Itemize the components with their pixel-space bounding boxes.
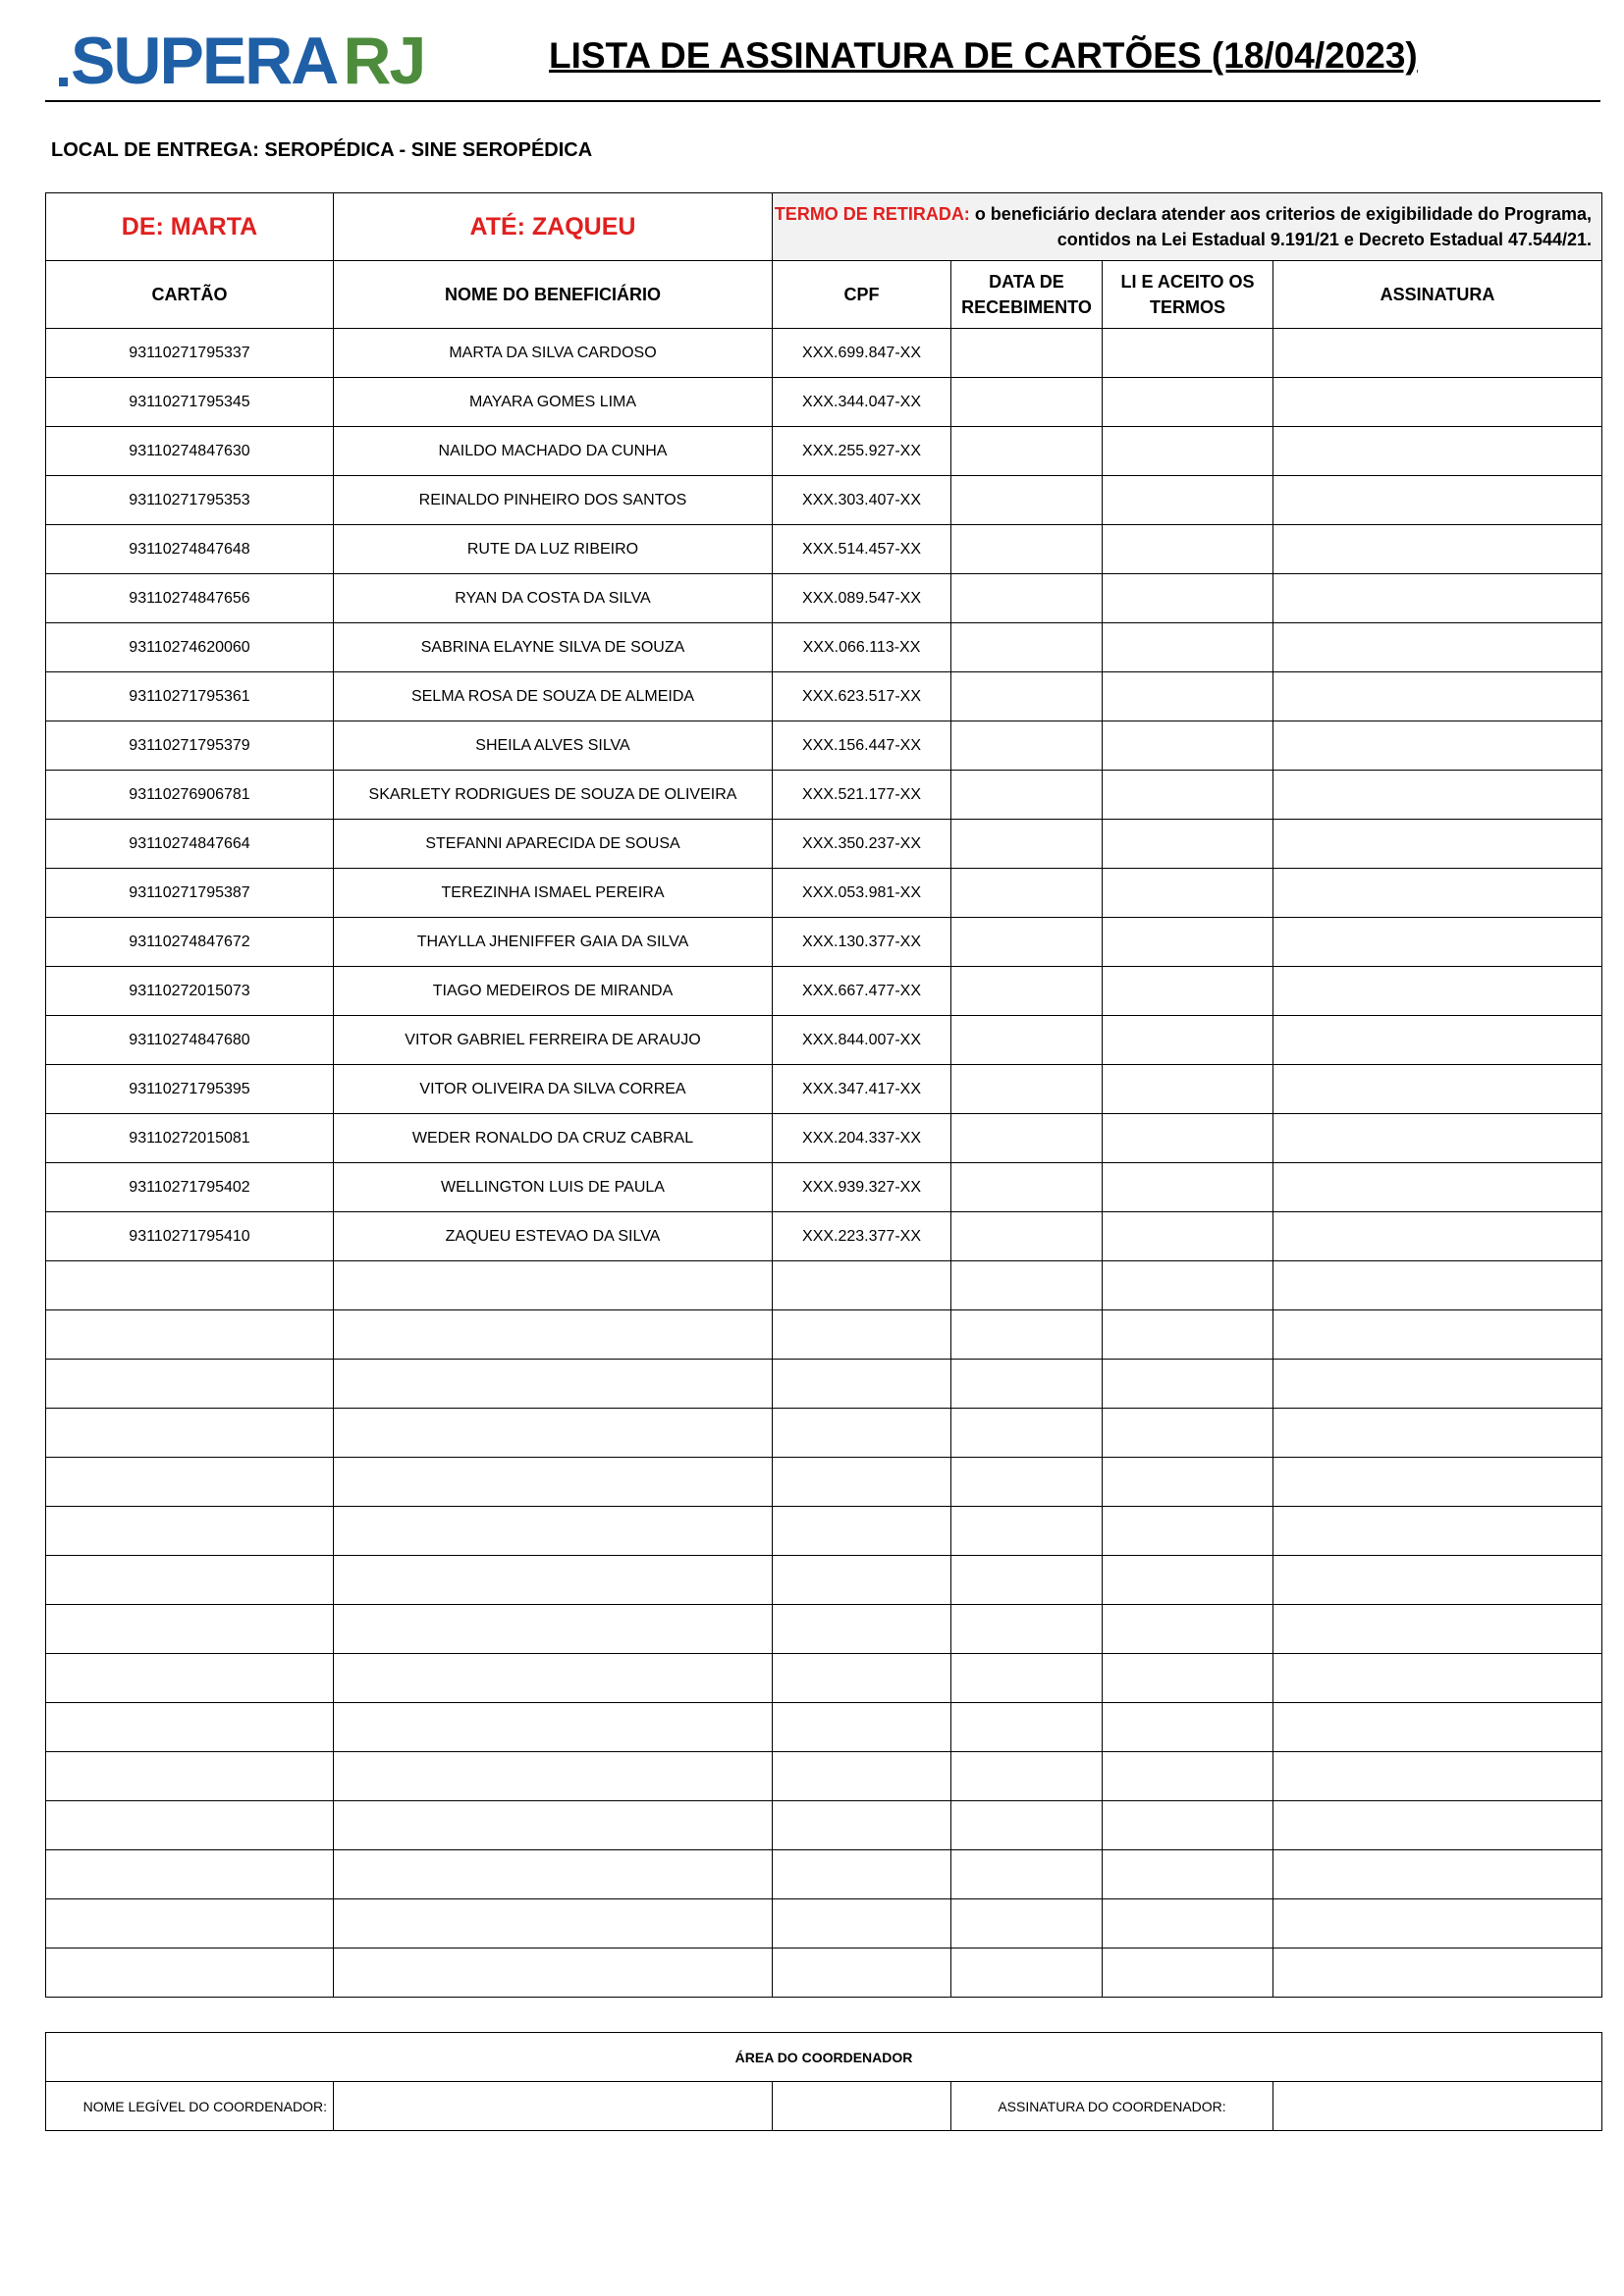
receipt-date-cell[interactable] [951,869,1103,918]
empty-table-row [46,1850,1602,1899]
signature-cell[interactable] [1273,1065,1602,1114]
terms-accepted-cell[interactable] [1103,476,1273,525]
terms-accepted-cell[interactable] [1103,672,1273,721]
beneficiary-name-cell: RUTE DA LUZ RIBEIRO [334,525,773,574]
receipt-date-cell[interactable] [951,1801,1103,1850]
terms-accepted-cell[interactable] [1103,525,1273,574]
beneficiary-name-cell: MARTA DA SILVA CARDOSO [334,329,773,378]
logo-dot [59,78,68,86]
card-number-cell: 93110274847630 [46,427,334,476]
table-row [46,967,1602,1016]
card-number-cell: 93110274847680 [46,1016,334,1065]
delivery-location: LOCAL DE ENTREGA: SEROPÉDICA - SINE SEROPÉDICA [51,139,593,161]
terms-accepted-cell[interactable] [1103,1801,1273,1850]
signature-cell[interactable] [1273,1016,1602,1065]
receipt-date-cell[interactable] [951,1065,1103,1114]
signature-cell[interactable] [1273,1458,1602,1507]
withdrawal-terms [773,193,1602,261]
table-row [46,574,1602,623]
terms-accepted-cell[interactable] [1103,1212,1273,1261]
signature-cell[interactable] [1273,1654,1602,1703]
card-number-cell[interactable] [46,1556,334,1605]
receipt-date-cell[interactable] [951,918,1103,967]
cpf-cell: XXX.514.457-XX [773,525,951,574]
card-number-cell: 93110274847672 [46,918,334,967]
column-header-li-line1: LI E ACEITO OS [1120,272,1255,292]
receipt-date-cell[interactable] [951,1212,1103,1261]
signature-cell[interactable] [1273,967,1602,1016]
receipt-date-cell[interactable] [951,1899,1103,1949]
coordinator-area-title: ÁREA DO COORDENADOR [46,2033,1602,2082]
table-row [46,869,1602,918]
empty-table-row [46,1605,1602,1654]
signature-cell[interactable] [1273,1507,1602,1556]
signature-cell[interactable] [1273,525,1602,574]
cpf-cell[interactable] [773,1310,951,1360]
beneficiary-name-cell: TIAGO MEDEIROS DE MIRANDA [334,967,773,1016]
column-header-li-line2: TERMOS [1149,297,1225,317]
card-number-cell: 93110271795337 [46,329,334,378]
beneficiary-name-cell: VITOR GABRIEL FERREIRA DE ARAUJO [334,1016,773,1065]
coordinator-signature-label: ASSINATURA DO COORDENADOR: [951,2082,1273,2131]
column-header-data-line1: DATA DE [989,272,1064,292]
receipt-date-cell[interactable] [951,820,1103,869]
beneficiary-name-cell[interactable] [334,1801,773,1850]
logo-text-rj: RJ [343,24,425,98]
beneficiary-name-cell[interactable] [334,1605,773,1654]
receipt-date-cell[interactable] [951,1360,1103,1409]
card-number-cell[interactable] [46,1752,334,1801]
beneficiary-name-cell[interactable] [334,1752,773,1801]
terms-accepted-cell[interactable] [1103,1556,1273,1605]
card-number-cell[interactable] [46,1360,334,1409]
table-row [46,672,1602,721]
empty-table-row [46,1899,1602,1949]
card-number-cell: 93110272015081 [46,1114,334,1163]
receipt-date-cell[interactable] [951,721,1103,771]
terms-accepted-cell[interactable] [1103,574,1273,623]
cpf-cell[interactable] [773,1899,951,1949]
signature-table [45,192,1602,1998]
table-row [46,1114,1602,1163]
receipt-date-cell[interactable] [951,672,1103,721]
beneficiary-name-cell[interactable] [334,1654,773,1703]
receipt-date-cell[interactable] [951,1163,1103,1212]
coordinator-table [45,2032,1602,2131]
cpf-cell: XXX.844.007-XX [773,1016,951,1065]
empty-table-row [46,1654,1602,1703]
card-number-cell: 93110274847648 [46,525,334,574]
signature-cell[interactable] [1273,476,1602,525]
table-row [46,525,1602,574]
page-header [45,20,1600,102]
receipt-date-cell[interactable] [951,1556,1103,1605]
terms-accepted-cell[interactable] [1103,869,1273,918]
terms-accepted-cell[interactable] [1103,1752,1273,1801]
card-number-cell[interactable] [46,1703,334,1752]
terms-accepted-cell[interactable] [1103,1899,1273,1949]
terms-accepted-cell[interactable] [1103,427,1273,476]
signature-table-body [46,193,1602,1998]
card-number-cell[interactable] [46,1507,334,1556]
terms-accepted-cell[interactable] [1103,623,1273,672]
beneficiary-name-cell[interactable] [334,1556,773,1605]
terms-accepted-cell[interactable] [1103,1016,1273,1065]
signature-cell[interactable] [1273,1163,1602,1212]
beneficiary-name-cell[interactable] [334,1409,773,1458]
cpf-cell[interactable] [773,1507,951,1556]
signature-cell[interactable] [1273,1261,1602,1310]
terms-accepted-cell[interactable] [1103,378,1273,427]
card-number-cell[interactable] [46,1801,334,1850]
beneficiary-name-cell: SELMA ROSA DE SOUZA DE ALMEIDA [334,672,773,721]
cpf-cell: XXX.939.327-XX [773,1163,951,1212]
cpf-cell[interactable] [773,1850,951,1899]
column-header-data-line2: RECEBIMENTO [961,297,1092,317]
coordinator-name-field[interactable] [334,2082,773,2131]
table-row [46,1163,1602,1212]
card-number-cell: 93110272015073 [46,967,334,1016]
beneficiary-name-cell: MAYARA GOMES LIMA [334,378,773,427]
card-number-cell: 93110274847664 [46,820,334,869]
card-number-cell: 93110276906781 [46,771,334,820]
terms-accepted-cell[interactable] [1103,721,1273,771]
terms-accepted-cell[interactable] [1103,1163,1273,1212]
terms-accepted-cell[interactable] [1103,1654,1273,1703]
cpf-cell: XXX.623.517-XX [773,672,951,721]
terms-accepted-cell[interactable] [1103,329,1273,378]
empty-table-row [46,1310,1602,1360]
receipt-date-cell[interactable] [951,1752,1103,1801]
receipt-date-cell[interactable] [951,1409,1103,1458]
page-title: LISTA DE ASSINATURA DE CARTÕES (18/04/2023) [549,35,1418,76]
receipt-date-cell[interactable] [951,1114,1103,1163]
cpf-cell[interactable] [773,1949,951,1998]
withdrawal-terms-text-2: contidos na Lei Estadual 9.191/21 e Decreto Estadual 47.544/21. [1056,230,1593,249]
signature-cell[interactable] [1273,1850,1602,1899]
empty-table-row [46,1507,1602,1556]
signature-cell[interactable] [1273,918,1602,967]
terms-accepted-cell[interactable] [1103,1507,1273,1556]
cpf-cell: XXX.223.377-XX [773,1212,951,1261]
terms-accepted-cell[interactable] [1103,1261,1273,1310]
receipt-date-cell[interactable] [951,476,1103,525]
signature-cell[interactable] [1273,1752,1602,1801]
beneficiary-name-cell[interactable] [334,1507,773,1556]
cpf-cell[interactable] [773,1703,951,1752]
table-row [46,1212,1602,1261]
cpf-cell[interactable] [773,1654,951,1703]
beneficiary-name-cell: WEDER RONALDO DA CRUZ CABRAL [334,1114,773,1163]
signature-cell[interactable] [1273,329,1602,378]
terms-accepted-cell[interactable] [1103,820,1273,869]
card-number-cell[interactable] [46,1899,334,1949]
coordinator-blank-cell [773,2082,951,2131]
receipt-date-cell[interactable] [951,427,1103,476]
cpf-cell: XXX.089.547-XX [773,574,951,623]
card-number-cell: 93110271795395 [46,1065,334,1114]
coordinator-name-label: NOME LEGÍVEL DO COORDENADOR: [46,2082,334,2131]
table-row [46,820,1602,869]
card-number-cell: 93110274847656 [46,574,334,623]
cpf-cell: XXX.699.847-XX [773,329,951,378]
table-row [46,721,1602,771]
card-number-cell: 93110271795410 [46,1212,334,1261]
terms-accepted-cell[interactable] [1103,1065,1273,1114]
card-number-cell: 93110274620060 [46,623,334,672]
receipt-date-cell[interactable] [951,1605,1103,1654]
receipt-date-cell[interactable] [951,329,1103,378]
cpf-cell[interactable] [773,1556,951,1605]
card-number-cell[interactable] [46,1850,334,1899]
card-number-cell: 93110271795402 [46,1163,334,1212]
cpf-cell: XXX.156.447-XX [773,721,951,771]
card-number-cell[interactable] [46,1409,334,1458]
terms-accepted-cell[interactable] [1103,1949,1273,1998]
terms-accepted-cell[interactable] [1103,918,1273,967]
beneficiary-name-cell[interactable] [334,1310,773,1360]
card-number-cell[interactable] [46,1261,334,1310]
cpf-cell: XXX.303.407-XX [773,476,951,525]
terms-accepted-cell[interactable] [1103,967,1273,1016]
signature-cell[interactable] [1273,1409,1602,1458]
table-row [46,476,1602,525]
cpf-cell[interactable] [773,1261,951,1310]
receipt-date-cell[interactable] [951,378,1103,427]
cpf-cell: XXX.347.417-XX [773,1065,951,1114]
terms-accepted-cell[interactable] [1103,1850,1273,1899]
signature-cell[interactable] [1273,1703,1602,1752]
column-header-data [951,261,1103,329]
cpf-cell: XXX.066.113-XX [773,623,951,672]
withdrawal-terms-text-1: o beneficiário declara atender aos criterios de exigibilidade do Programa, [969,204,1593,224]
signature-cell[interactable] [1273,378,1602,427]
beneficiary-name-cell[interactable] [334,1360,773,1409]
beneficiary-name-cell[interactable] [334,1899,773,1949]
column-header-nome: NOME DO BENEFICIÁRIO [334,261,773,329]
signature-cell[interactable] [1273,672,1602,721]
signature-cell[interactable] [1273,1899,1602,1949]
beneficiary-name-cell: ZAQUEU ESTEVAO DA SILVA [334,1212,773,1261]
card-number-cell: 93110271795345 [46,378,334,427]
signature-cell[interactable] [1273,1212,1602,1261]
beneficiary-name-cell: TEREZINHA ISMAEL PEREIRA [334,869,773,918]
card-number-cell: 93110271795361 [46,672,334,721]
empty-table-row [46,1458,1602,1507]
cpf-cell: XXX.204.337-XX [773,1114,951,1163]
beneficiary-name-cell: SABRINA ELAYNE SILVA DE SOUZA [334,623,773,672]
terms-accepted-cell[interactable] [1103,1605,1273,1654]
empty-table-row [46,1261,1602,1310]
cpf-cell: XXX.344.047-XX [773,378,951,427]
beneficiary-name-cell: VITOR OLIVEIRA DA SILVA CORREA [334,1065,773,1114]
signature-cell[interactable] [1273,771,1602,820]
logo-text-supera: SUPERA [71,24,338,98]
coordinator-fields-row [46,2082,1602,2131]
beneficiary-name-cell: REINALDO PINHEIRO DOS SANTOS [334,476,773,525]
signature-cell[interactable] [1273,820,1602,869]
empty-table-row [46,1752,1602,1801]
range-row [46,193,1602,261]
receipt-date-cell[interactable] [951,1310,1103,1360]
beneficiary-name-cell[interactable] [334,1458,773,1507]
cpf-cell: XXX.255.927-XX [773,427,951,476]
receipt-date-cell[interactable] [951,1703,1103,1752]
cpf-cell[interactable] [773,1409,951,1458]
beneficiary-name-cell: STEFANNI APARECIDA DE SOUSA [334,820,773,869]
card-number-cell[interactable] [46,1949,334,1998]
receipt-date-cell[interactable] [951,525,1103,574]
terms-accepted-cell[interactable] [1103,1310,1273,1360]
receipt-date-cell[interactable] [951,1850,1103,1899]
receipt-date-cell[interactable] [951,967,1103,1016]
empty-table-row [46,1801,1602,1850]
withdrawal-terms-label: TERMO DE RETIRADA: [774,204,970,224]
empty-table-row [46,1949,1602,1998]
table-row [46,329,1602,378]
signature-cell[interactable] [1273,623,1602,672]
table-row [46,427,1602,476]
receipt-date-cell[interactable] [951,1949,1103,1998]
beneficiary-name-cell: NAILDO MACHADO DA CUNHA [334,427,773,476]
beneficiary-name-cell[interactable] [334,1261,773,1310]
empty-table-row [46,1360,1602,1409]
receipt-date-cell[interactable] [951,1016,1103,1065]
receipt-date-cell[interactable] [951,1507,1103,1556]
beneficiary-name-cell: SHEILA ALVES SILVA [334,721,773,771]
table-row [46,1016,1602,1065]
terms-accepted-cell[interactable] [1103,1114,1273,1163]
cpf-cell[interactable] [773,1605,951,1654]
card-number-cell: 93110271795353 [46,476,334,525]
beneficiary-name-cell: THAYLLA JHENIFFER GAIA DA SILVA [334,918,773,967]
receipt-date-cell[interactable] [951,574,1103,623]
receipt-date-cell[interactable] [951,771,1103,820]
card-number-cell: 93110271795379 [46,721,334,771]
column-header-assinatura: ASSINATURA [1273,261,1602,329]
card-number-cell[interactable] [46,1458,334,1507]
range-from: DE: MARTA [46,193,334,261]
signature-cell[interactable] [1273,574,1602,623]
signature-cell[interactable] [1273,1556,1602,1605]
terms-accepted-cell[interactable] [1103,771,1273,820]
table-row [46,378,1602,427]
beneficiary-name-cell: WELLINGTON LUIS DE PAULA [334,1163,773,1212]
beneficiary-name-cell[interactable] [334,1949,773,1998]
empty-table-row [46,1556,1602,1605]
beneficiary-name-cell: SKARLETY RODRIGUES DE SOUZA DE OLIVEIRA [334,771,773,820]
cpf-cell: XXX.350.237-XX [773,820,951,869]
card-number-cell[interactable] [46,1654,334,1703]
cpf-cell: XXX.053.981-XX [773,869,951,918]
card-number-cell[interactable] [46,1605,334,1654]
card-number-cell: 93110271795387 [46,869,334,918]
beneficiary-name-cell[interactable] [334,1850,773,1899]
signature-cell[interactable] [1273,721,1602,771]
empty-table-row [46,1703,1602,1752]
signature-cell[interactable] [1273,1605,1602,1654]
signature-cell[interactable] [1273,1310,1602,1360]
range-to: ATÉ: ZAQUEU [334,193,773,261]
receipt-date-cell[interactable] [951,1458,1103,1507]
receipt-date-cell[interactable] [951,1261,1103,1310]
terms-accepted-cell[interactable] [1103,1409,1273,1458]
receipt-date-cell[interactable] [951,623,1103,672]
column-header-cpf: CPF [773,261,951,329]
cpf-cell: XXX.667.477-XX [773,967,951,1016]
table-row [46,1065,1602,1114]
receipt-date-cell[interactable] [951,1654,1103,1703]
signature-cell[interactable] [1273,1949,1602,1998]
cpf-cell[interactable] [773,1360,951,1409]
cpf-cell[interactable] [773,1801,951,1850]
empty-table-row [46,1409,1602,1458]
cpf-cell[interactable] [773,1752,951,1801]
coordinator-title-row [46,2033,1602,2082]
beneficiary-name-cell[interactable] [334,1703,773,1752]
signature-cell[interactable] [1273,1801,1602,1850]
signature-cell[interactable] [1273,1114,1602,1163]
terms-accepted-cell[interactable] [1103,1360,1273,1409]
table-row [46,771,1602,820]
column-header-li [1103,261,1273,329]
terms-accepted-cell[interactable] [1103,1703,1273,1752]
card-number-cell[interactable] [46,1310,334,1360]
cpf-cell: XXX.130.377-XX [773,918,951,967]
terms-accepted-cell[interactable] [1103,1458,1273,1507]
table-row [46,623,1602,672]
column-header-row [46,261,1602,329]
signature-cell[interactable] [1273,869,1602,918]
signature-cell[interactable] [1273,427,1602,476]
column-header-cartao: CARTÃO [46,261,334,329]
signature-cell[interactable] [1273,1360,1602,1409]
beneficiary-name-cell: RYAN DA COSTA DA SILVA [334,574,773,623]
cpf-cell[interactable] [773,1458,951,1507]
coordinator-signature-field[interactable] [1273,2082,1602,2131]
supera-rj-logo [59,24,425,98]
cpf-cell: XXX.521.177-XX [773,771,951,820]
table-row [46,918,1602,967]
